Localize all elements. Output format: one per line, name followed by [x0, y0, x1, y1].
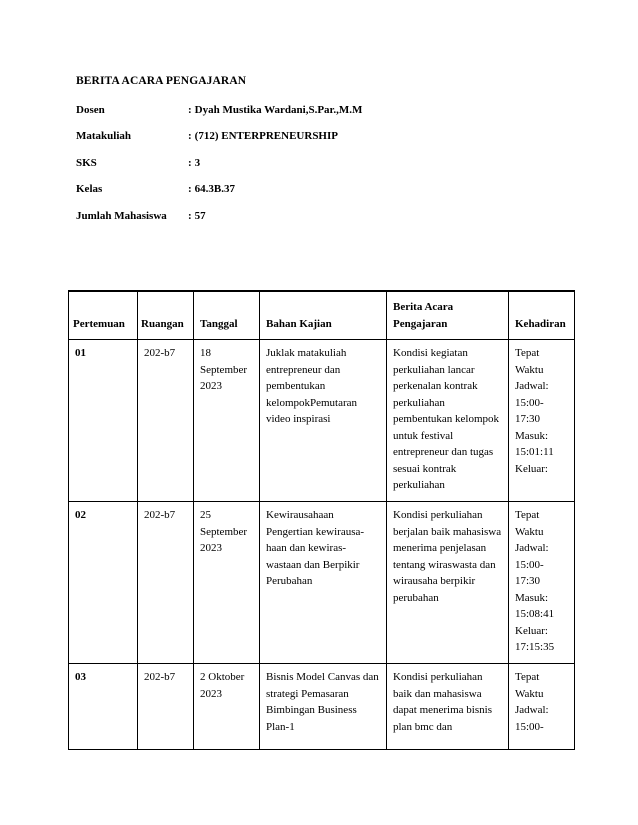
cell-ruangan: 202-b7 [138, 502, 194, 664]
document-title: BERITA ACARA PENGAJARAN [76, 75, 247, 87]
table-row [69, 502, 575, 664]
cell-tanggal: 18 September 2023 [194, 340, 260, 502]
cell-bahan-kajian: Juklak matakuliah entrepreneur dan pembentukan kelompokPemutaran video inspirasi [260, 340, 387, 502]
header-tanggal: Tanggal [194, 291, 260, 340]
table-header-row [69, 291, 575, 340]
info-label: Jumlah Mahasiswa [76, 210, 167, 222]
cell-kehadiran: Tepat Waktu Jadwal: 15:00- [509, 664, 575, 750]
info-value: 64.3B.37 [194, 183, 236, 195]
info-label: SKS [76, 157, 97, 169]
header-bahan-kajian: Bahan Kajian [260, 291, 387, 340]
cell-pertemuan: 02 [69, 502, 138, 664]
cell-berita-acara: Kondisi kegiatan perkuliahan lancar perkenalan kontrak perkuliahan pembentukan kelompok untuk festival entrepreneur dan tugas sesuai kontrak perkuliahan [387, 340, 509, 502]
header-kehadiran: Kehadiran [509, 291, 575, 340]
cell-tanggal: 25 September 2023 [194, 502, 260, 664]
header-ruangan: Ruangan [138, 291, 194, 340]
cell-berita-acara: Kondisi perkuliahan berjalan baik mahasiswa menerima penjelasan tentang wiraswasta dan wirausaha berpikir perubahan [387, 502, 509, 664]
cell-kehadiran: Tepat Waktu Jadwal: 15:00-17:30 Masuk: 15:08:41 Keluar: 17:15:35 [509, 502, 575, 664]
info-value: Dyah Mustika Wardani,S.Par.,M.M [194, 104, 363, 116]
attendance-table [68, 290, 575, 750]
cell-ruangan: 202-b7 [138, 340, 194, 502]
info-value: 3 [194, 157, 201, 169]
cell-kehadiran: Tepat Waktu Jadwal: 15:00-17:30 Masuk: 15:01:11 Keluar: [509, 340, 575, 502]
info-value: (712) ENTERPRENEURSHIP [194, 130, 338, 142]
cell-tanggal: 2 Oktober 2023 [194, 664, 260, 750]
cell-pertemuan: 03 [69, 664, 138, 750]
header-pertemuan: Pertemuan [69, 291, 138, 340]
info-label: Dosen [76, 104, 105, 116]
info-value: 57 [194, 210, 206, 222]
table-row [69, 664, 575, 750]
cell-ruangan: 202-b7 [138, 664, 194, 750]
cell-bahan-kajian: Bisnis Model Canvas dan strategi Pemasaran Bimbingan Business Plan-1 [260, 664, 387, 750]
info-label: Matakuliah [76, 130, 132, 142]
table-row [69, 340, 575, 502]
cell-berita-acara: Kondisi perkuliahan baik dan mahasiswa dapat menerima bisnis plan bmc dan [387, 664, 509, 750]
cell-bahan-kajian: Kewirausahaan Pengertian kewirausa-haan dan kewiras-wastaan dan Berpikir Perubahan [260, 502, 387, 664]
info-label: Kelas [76, 183, 103, 195]
cell-pertemuan: 01 [69, 340, 138, 502]
header-berita-acara: Berita Acara Pengajaran [387, 291, 509, 340]
